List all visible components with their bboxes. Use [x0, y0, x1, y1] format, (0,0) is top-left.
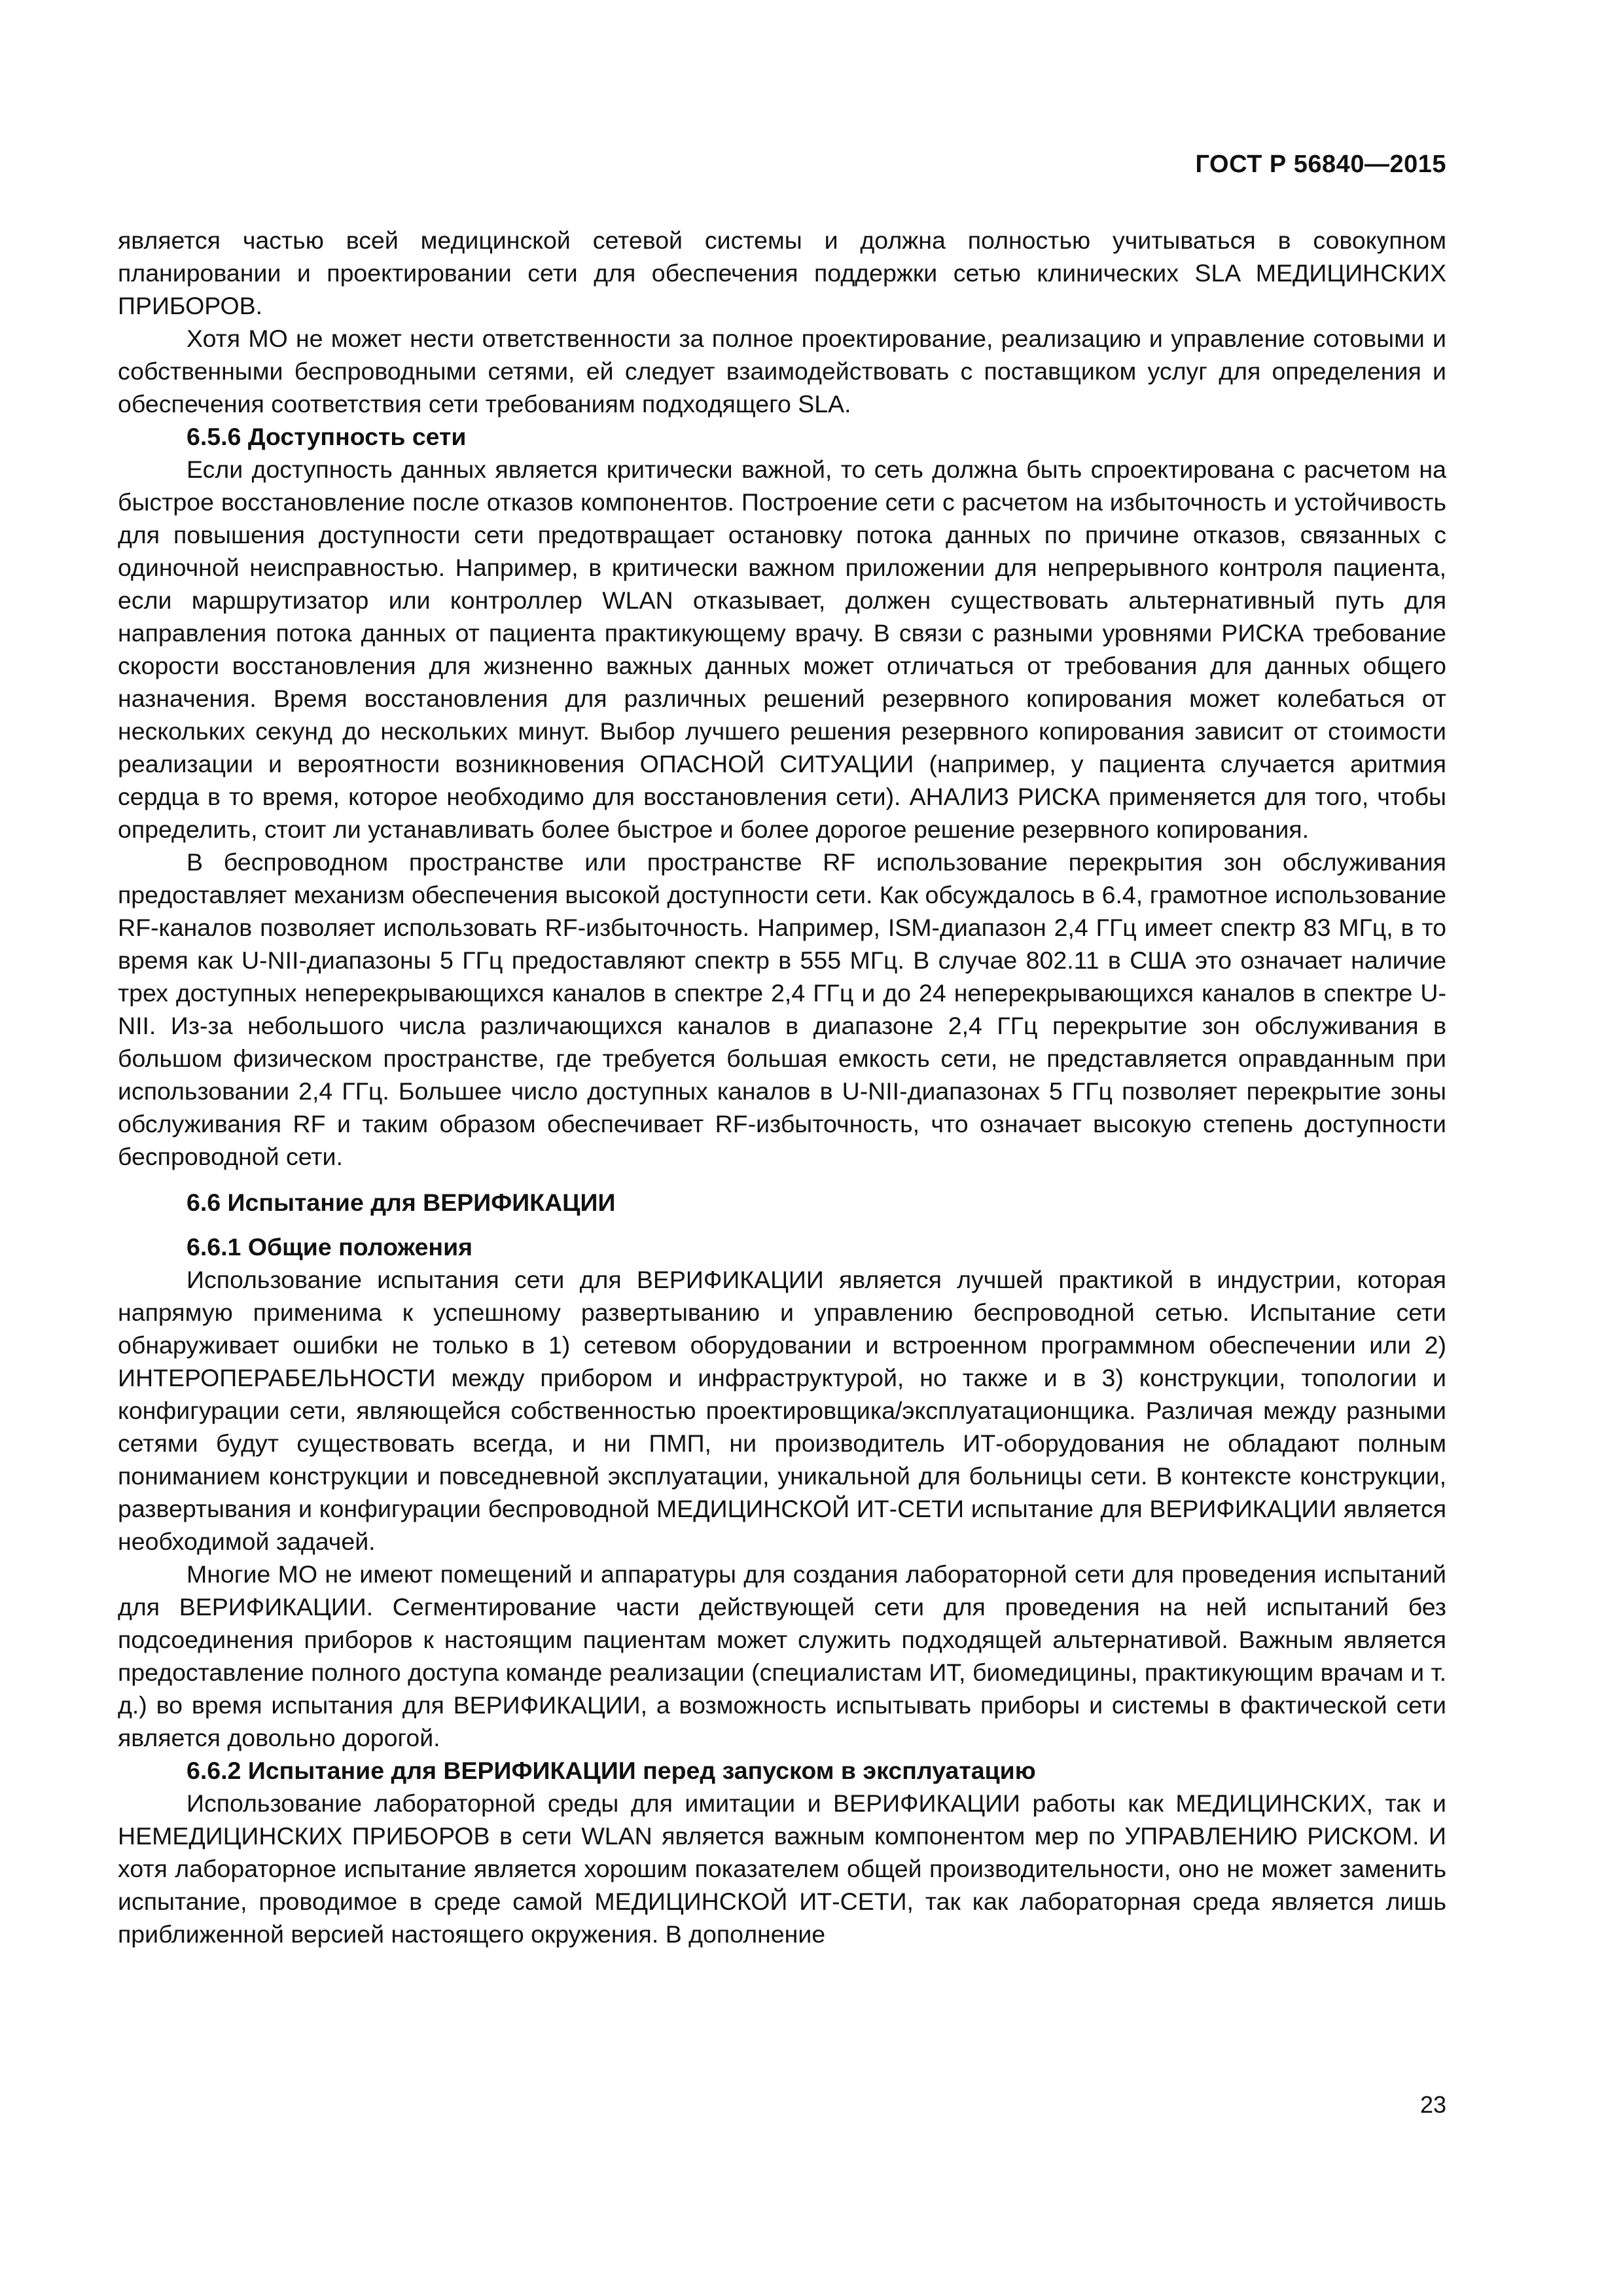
page-number: 23	[1419, 2091, 1446, 2118]
section-heading-6-6: 6.6 Испытание для ВЕРИФИКАЦИИ	[187, 1189, 616, 1216]
paragraph: В беспроводном пространстве или пространстве RF использование перекрытия зон обслуживания предоставляет механизм обеспечения высокой доступности сети. Как обсуждалось в 6.4, грамотное использование RF-каналов позволяет использовать RF-избыточность. Например, ISM-диапазон 2,4 ГГц имеет спектр 83 МГц, в то время как U-NII-диапазоны 5 ГГц предоставляют спектр в 555 МГц. В случае 802.11 в США это означает наличие трех доступных неперекрывающихся каналов в спектре 2,4 ГГц и до 24 неперекрывающихся каналов в спектре U-NII. Из-за небольшого числа различающихся каналов в диапазоне 2,4 ГГц перекрытие зон обслуживания в большом физическом пространстве, где требуется большая емкость сети, не представляется оправданным при использовании 2,4 ГГц. Большее число доступных каналов в U-NII-диапазонах 5 ГГц позволяет перекрытие зоны обслуживания RF и таким образом обеспечивает RF-избыточность, что означает высокую степень доступности беспроводной сети.	[118, 848, 1446, 1170]
paragraph: Многие МО не имеют помещений и аппаратуры для создания лабораторной сети для проведения испытаний для ВЕРИФИКАЦИИ. Сегментирование части действующей сети для проведения на ней испытаний без подсоединения приборов к настоящим пациентам может служить подходящей альтернативой. Важным является предоставление полного доступа команде реализации (специалистам ИТ, биомедицины, практикующим врачам и т. д.) во время испытания для ВЕРИФИКАЦИИ, а возможность испытывать приборы и системы в фактической сети является довольно дорогой.	[118, 1560, 1446, 1751]
standard-designation: ГОСТ Р 56840—2015	[1195, 151, 1446, 178]
section-heading-6-6-1: 6.6.1 Общие положения	[187, 1233, 473, 1261]
document-page	[118, 0, 1446, 2296]
paragraph: Хотя МО не может нести ответственности за полное проектирование, реализацию и управление сотовыми и собственными беспроводными сетями, ей следует взаимодействовать с поставщиком услуг для определения и обеспечения соответствия сети требованиям подходящего SLA.	[118, 325, 1446, 418]
paragraph: Использование лабораторной среды для имитации и ВЕРИФИКАЦИИ работы как МЕДИЦИНСКИХ, так и НЕМЕДИЦИНСКИХ ПРИБОРОВ в сети WLAN является важным компонентом мер по УПРАВЛЕНИЮ РИСКОМ. И хотя лабораторное испытание является хорошим показателем общей производительности, оно не может заменить испытание, проводимое в среде самой МЕДИЦИНСКОЙ ИТ-СЕТИ, так как лабораторная среда является лишь приближенной версией настоящего окружения. В дополнение	[118, 1789, 1446, 1948]
paragraph-continuation: является частью всей медицинской сетевой системы и должна полностью учитываться в совокупном планировании и проектировании сети для обеспечения поддержки сетью клинических SLA МЕДИЦИНСКИХ ПРИБОРОВ.	[118, 226, 1446, 319]
section-heading-6-5-6: 6.5.6 Доступность сети	[187, 423, 467, 450]
section-heading-6-6-2: 6.6.2 Испытание для ВЕРИФИКАЦИИ перед запуском в эксплуатацию	[187, 1757, 1036, 1784]
paragraph: Использование испытания сети для ВЕРИФИКАЦИИ является лучшей практикой в индустрии, которая напрямую применима к успешному развертыванию и управлению беспроводной сетью. Испытание сети обнаруживает ошибки не только в 1) сетевом оборудовании и встроенном программном обеспечении или 2) ИНТЕРОПЕРАБЕЛЬНОСТИ между прибором и инфраструктурой, но также и в 3) конструкции, топологии и конфигурации сети, являющейся собственностью проектировщика/эксплуатационщика. Различая между разными сетями будут существовать всегда, и ни ПМП, ни производитель ИТ-оборудования не обладают полным пониманием конструкции и повседневной эксплуатации, уникальной для больницы сети. В контексте конструкции, развертывания и конфигурации беспроводной МЕДИЦИНСКОЙ ИТ-СЕТИ испытание для ВЕРИФИКАЦИИ является необходимой задачей.	[118, 1266, 1446, 1555]
page-body	[118, 224, 1446, 1950]
paragraph: Если доступность данных является критически важной, то сеть должна быть спроектирована с расчетом на быстрое восстановление после отказов компонентов. Построение сети с расчетом на избыточность и устойчивость для повышения доступности сети предотвращает остановку потока данных по причине отказов, связанных с одиночной неисправностью. Например, в критически важном приложении для непрерывного контроля пациента, если маршрутизатор или контроллер WLAN отказывает, должен существовать альтернативный путь для направления потока данных от пациента практикующему врачу. В связи с разными уровнями РИСКА требование скорости восстановления для жизненно важных данных может отличаться от требования для данных общего назначения. Время восстановления для различных решений резервного копирования может колебаться от нескольких секунд до нескольких минут. Выбор лучшего решения резервного копирования зависит от стоимости реализации и вероятности возникновения ОПАСНОЙ СИТУАЦИИ (например, у пациента случается аритмия сердца в то время, которое необходимо для восстановления сети). АНАЛИЗ РИСКА применяется для того, чтобы определить, стоит ли устанавливать более быстрое и более дорогое решение резервного копирования.	[118, 456, 1446, 843]
